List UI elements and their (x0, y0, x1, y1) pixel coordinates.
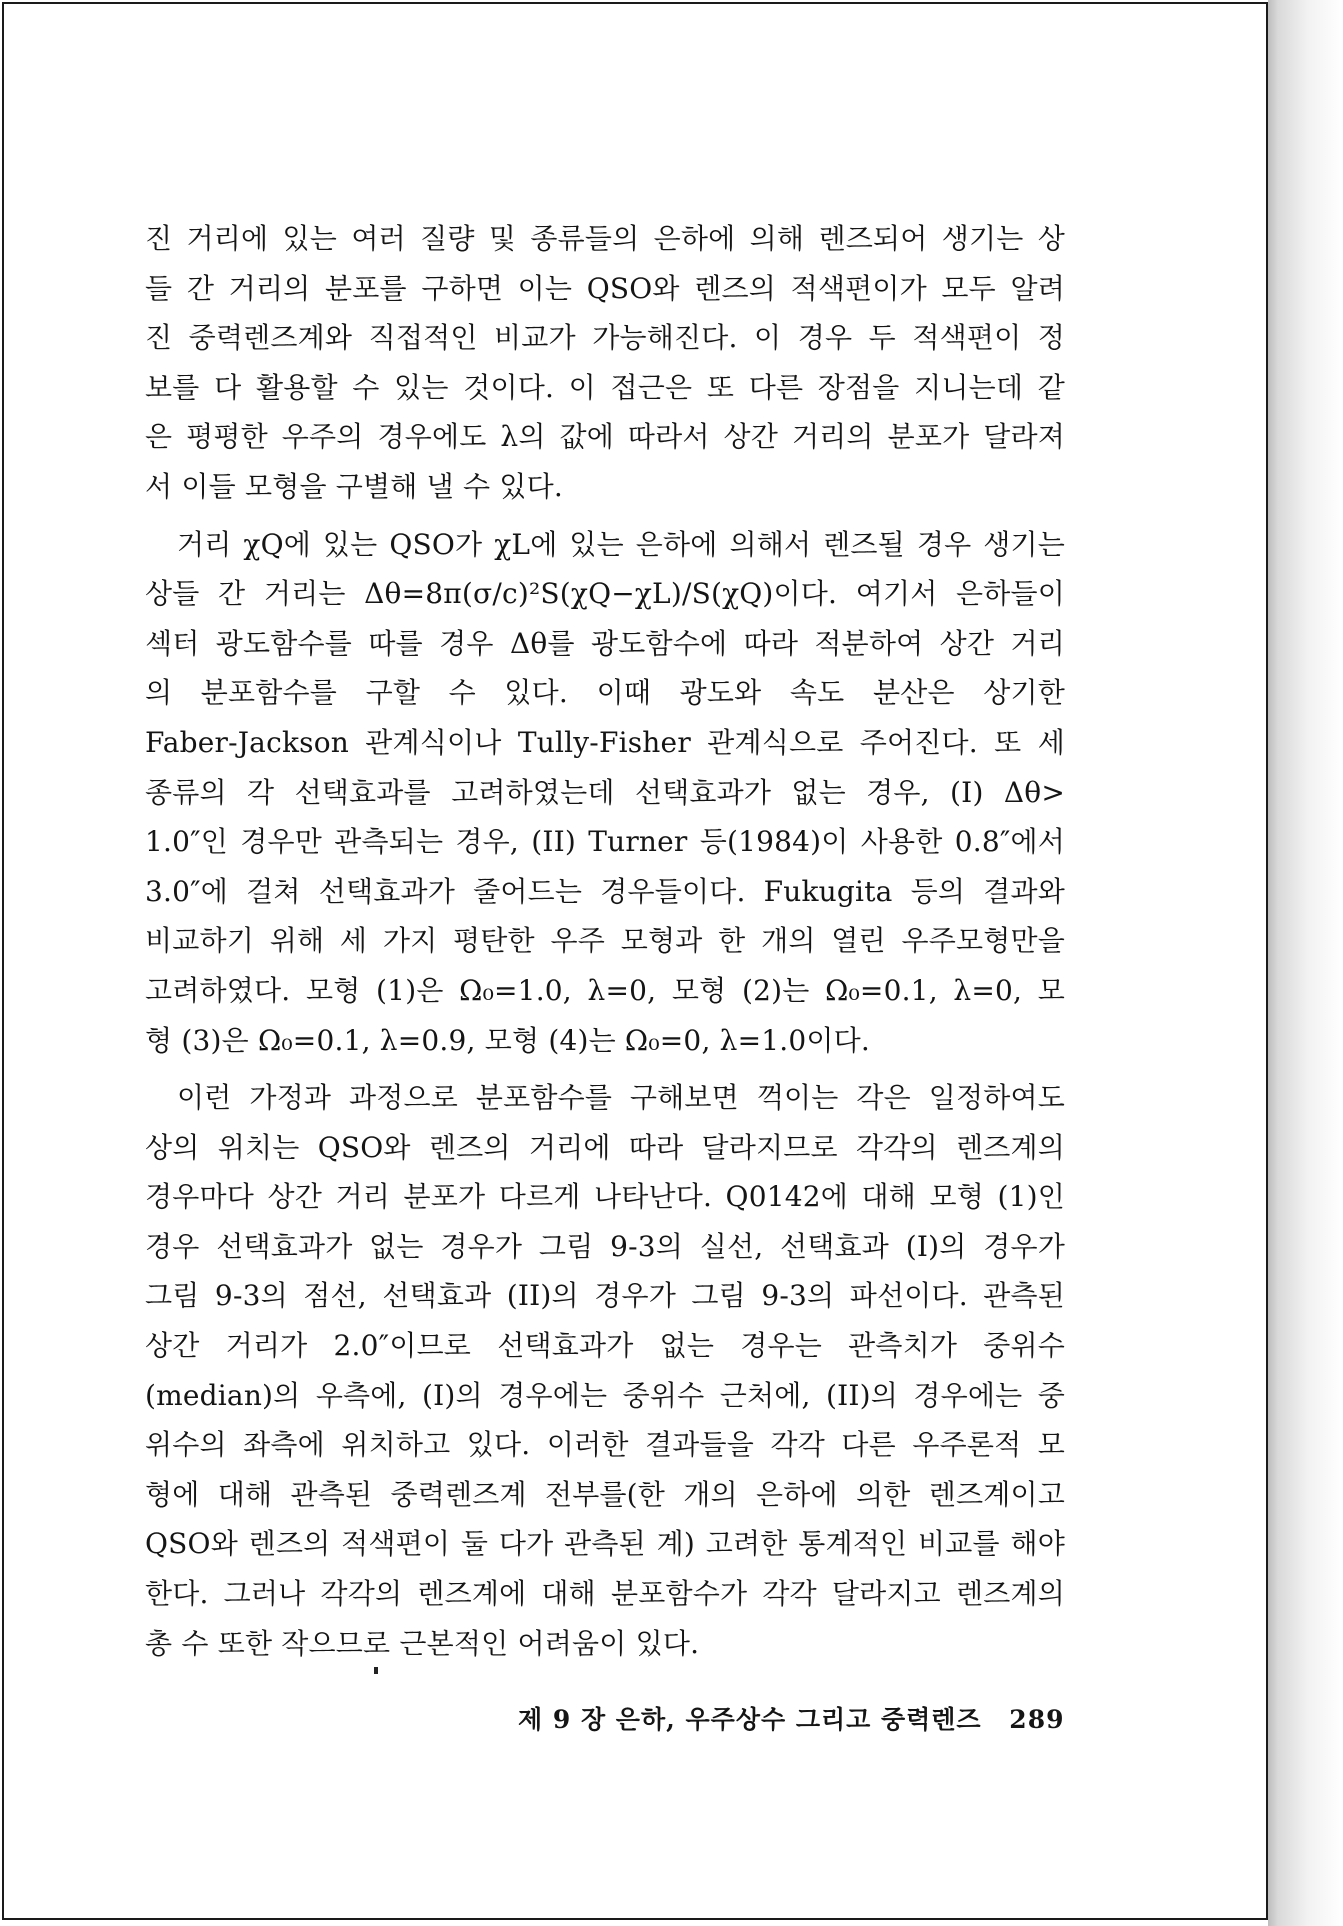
text-line: 상들 간 거리는 Δθ=8π(σ/c)²S(χQ−χL)/S(χQ)이다. 여기서 은하들이 (145, 577, 1065, 611)
text-line: 3.0″에 걸쳐 선택효과가 줄어드는 경우들이다. Fukugita 등의 결과와 (145, 874, 1065, 908)
text-line: 상간 거리가 2.0″이므로 선택효과가 없는 경우는 관측치가 중위수 (145, 1329, 1065, 1363)
text-line: 형 (3)은 Ω₀=0.1, λ=0.9, 모형 (4)는 Ω₀=0, λ=1.0이다. (145, 1023, 870, 1057)
page-number: 289 (1009, 1705, 1065, 1734)
text-line: 거리 χQ에 있는 QSO가 χL에 있는 은하에 의해서 렌즈될 경우 생기는 (177, 527, 1065, 561)
text-line: 의 분포함수를 구할 수 있다. 이때 광도와 속도 분산은 상기한 (145, 676, 1065, 710)
text-line: 경우 선택효과가 없는 경우가 그림 9-3의 실선, 선택효과 (I)의 경우가 (145, 1229, 1065, 1263)
paragraph-3 (145, 1073, 1065, 1668)
text-line: 서 이들 모형을 구별해 낼 수 있다. (145, 469, 563, 503)
paragraph-1 (145, 214, 1065, 512)
text-line: Faber-Jackson 관계식이나 Tully-Fisher 관계식으로 주어진다. 또 세 (145, 725, 1065, 759)
text-line: 1.0″인 경우만 관측되는 경우, (II) Turner 등(1984)이 사용한 0.8″에서 (145, 825, 1065, 859)
text-line: 위수의 좌측에 위치하고 있다. 이러한 결과들을 각각 다른 우주론적 모 (145, 1428, 1065, 1462)
text-line: 그림 9-3의 점선, 선택효과 (II)의 경우가 그림 9-3의 파선이다. 관측된 (145, 1279, 1065, 1313)
text-line: 보를 다 활용할 수 있는 것이다. 이 접근은 또 다른 장점을 지니는데 같 (145, 370, 1065, 404)
print-speck (374, 1667, 378, 1674)
text-line: 고려하였다. 모형 (1)은 Ω₀=1.0, λ=0, 모형 (2)는 Ω₀=0.1, λ=0, 모 (145, 973, 1065, 1007)
running-footer (518, 1700, 1064, 1736)
text-line: 한다. 그러나 각각의 렌즈계에 대해 분포함수가 각각 달라지고 렌즈계의 (145, 1577, 1065, 1611)
text-line: 종류의 각 선택효과를 고려하였는데 선택효과가 없는 경우, (I) Δθ> (145, 775, 1065, 809)
text-line: (median)의 우측에, (I)의 경우에는 중위수 근처에, (II)의 경우에는 중 (145, 1378, 1065, 1412)
text-line: 이런 가정과 과정으로 분포함수를 구해보면 꺽이는 각은 일정하여도 (177, 1081, 1065, 1115)
text-line: 형에 대해 관측된 중력렌즈계 전부를(한 개의 은하에 의한 렌즈계이고 (145, 1477, 1065, 1511)
body-text (145, 214, 1065, 1676)
text-line: QSO와 렌즈의 적색편이 둘 다가 관측된 계) 고려한 통계적인 비교를 해야 (145, 1527, 1065, 1561)
text-line: 들 간 거리의 분포를 구하면 이는 QSO와 렌즈의 적색편이가 모두 알려 (145, 271, 1065, 305)
text-line: 상의 위치는 QSO와 렌즈의 거리에 따라 달라지므로 각각의 렌즈계의 (145, 1130, 1065, 1164)
text-line: 총 수 또한 작으므로 근본적인 어려움이 있다. (145, 1626, 700, 1660)
chapter-title: 제 9 장 은하, 우주상수 그리고 중력렌즈 (518, 1705, 982, 1734)
paragraph-2 (145, 520, 1065, 1066)
text-line: 은 평평한 우주의 경우에도 λ의 값에 따라서 상간 거리의 분포가 달라져 (145, 420, 1065, 454)
text-line: 진 중력렌즈계와 직접적인 비교가 가능해진다. 이 경우 두 적색편이 정 (145, 321, 1065, 355)
page-edge-shadow (1268, 0, 1343, 1926)
text-line: 섹터 광도함수를 따를 경우 Δθ를 광도함수에 따라 적분하여 상간 거리 (145, 626, 1065, 660)
text-line: 비교하기 위해 세 가지 평탄한 우주 모형과 한 개의 열린 우주모형만을 (145, 924, 1065, 958)
text-line: 진 거리에 있는 여러 질량 및 종류들의 은하에 의해 렌즈되어 생기는 상 (145, 222, 1065, 255)
text-line: 경우마다 상간 거리 분포가 다르게 나타난다. Q0142에 대해 모형 (1)인 (145, 1180, 1065, 1214)
